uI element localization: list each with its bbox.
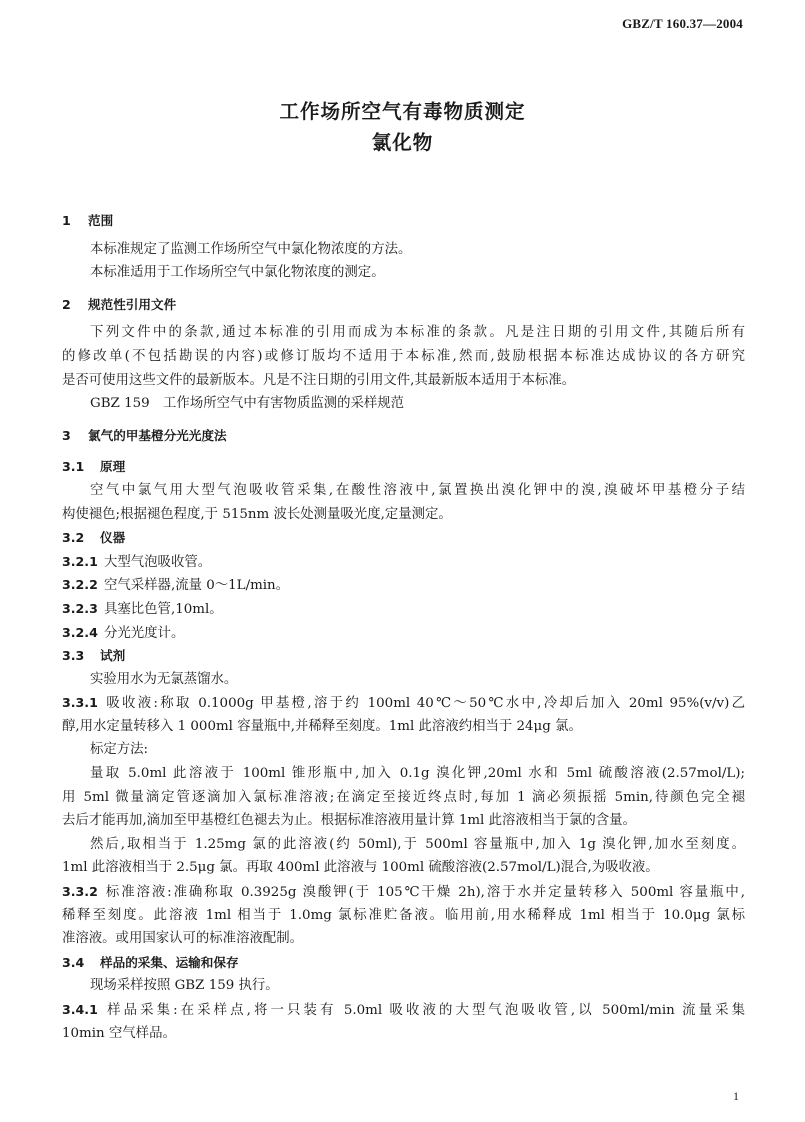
sampling-intro: 现场采样按照 GBZ 159 执行。 bbox=[90, 978, 279, 994]
reagent-item-line: 稀释至刻度。此溶液 1ml 相当于 1.0mg 氯标准贮备液。临用前,用水稀释成 1ml 相当于 10.0μg 氯标 bbox=[62, 907, 745, 923]
section-3-heading: 3 氯气的甲基橙分光光度法 bbox=[62, 427, 227, 443]
section-1-paragraph: 本标准规定了监测工作场所空气中氯化物浓度的方法。 bbox=[90, 241, 412, 257]
page-number: 1 bbox=[733, 1089, 739, 1103]
document-title: 工作场所空气有毒物质测定 bbox=[279, 100, 526, 123]
sampling-item-line: 3.4.1 样品采集:在采样点,将一只装有 5.0ml 吸收液的大型气泡吸收管,以 500ml/min 流量采集 bbox=[62, 1002, 745, 1018]
calibration-method-label: 标定方法: bbox=[90, 742, 149, 758]
instrument-item: 3.2.4 分光光度计。 bbox=[62, 624, 185, 641]
section-1-heading: 1 范围 bbox=[62, 213, 114, 228]
calibration-line: 然后,取相当于 1.25mg 氯的此溶液(约 50ml),于 500ml 容量瓶中,加入 1g 溴化钾,加水至刻度。 bbox=[90, 836, 745, 852]
standard-code: GBZ/T 160.37—2004 bbox=[622, 16, 743, 31]
section-1-paragraph: 本标准适用于工作场所空气中氯化物浓度的测定。 bbox=[90, 265, 385, 281]
document-body bbox=[62, 209, 745, 1045]
section-2-paragraph-line: 下列文件中的条款,通过本标准的引用而成为本标准的条款。凡是注日期的引用文件,其随后所有 bbox=[90, 325, 745, 341]
reagent-item-line: 3.3.2 标准溶液:准确称取 0.3925g 溴酸钾(于 105℃干燥 2h),溶于水并定量转移入 500ml 容量瓶中, bbox=[62, 884, 745, 901]
principle-line: 构使褪色;根据褪色程度,于 515nm 波长处测量吸光度,定量测定。 bbox=[62, 506, 452, 522]
calibration-line: 1ml 此溶液相当于 2.5μg 氯。再取 400ml 此溶液与 100ml 硫酸溶液(2.57mol/L)混合,为吸收液。 bbox=[62, 860, 659, 876]
reagent-item-line: 准溶液。或用国家认可的标准溶液配制。 bbox=[62, 931, 304, 947]
section-3-4-heading: 3.4 样品的采集、运输和保存 bbox=[62, 954, 239, 970]
section-3-1-heading: 3.1 原理 bbox=[62, 459, 126, 475]
normative-reference: GBZ 159 工作场所空气中有害物质监测的采样规范 bbox=[90, 396, 405, 412]
instrument-item: 3.2.3 具塞比色管,10ml。 bbox=[62, 600, 223, 617]
principle-line: 空气中氯气用大型气泡吸收管采集,在酸性溶液中,氯置换出溴化钾中的溴,溴破坏甲基橙分子结 bbox=[90, 482, 745, 498]
section-2-heading: 2 规范性引用文件 bbox=[62, 296, 177, 312]
reagent-intro: 实验用水为无氯蒸馏水。 bbox=[90, 671, 238, 687]
section-3-3-heading: 3.3 试剂 bbox=[62, 648, 126, 664]
document-subtitle: 氯化物 bbox=[371, 131, 434, 154]
reagent-item-line: 醇,用水定量转移入 1 000ml 容量瓶中,并稀释至刻度。1ml 此溶液约相当于 24μg 氯。 bbox=[62, 718, 582, 734]
reagent-item-line: 3.3.1 吸收液:称取 0.1000g 甲基橙,溶于约 100ml 40℃～50℃水中,冷却后加入 20ml 95%(v/v)乙 bbox=[62, 695, 745, 712]
section-2-paragraph-line: 是否可使用这些文件的最新版本。凡是不注日期的引用文件,其最新版本适用于本标准。 bbox=[62, 372, 576, 388]
calibration-line: 量取 5.0ml 此溶液于 100ml 锥形瓶中,加入 0.1g 溴化钾,20ml 水和 5ml 硫酸溶液(2.57mol/L); bbox=[90, 766, 745, 782]
sampling-item-line: 10min 空气样品。 bbox=[62, 1025, 176, 1041]
calibration-line: 去后才能再加,滴加至甲基橙红色褪去为止。根据标准溶液用量计算 1ml 此溶液相当于氯的含量。 bbox=[62, 813, 636, 829]
instrument-item: 3.2.2 空气采样器,流量 0～1L/min。 bbox=[62, 577, 290, 594]
instrument-item: 3.2.1 大型气泡吸收管。 bbox=[62, 553, 212, 570]
section-3-2-heading: 3.2 仪器 bbox=[62, 530, 126, 546]
calibration-line: 用 5ml 微量滴定管逐滴加入氯标准溶液;在滴定至接近终点时,每加 1 滴必须振摇 5min,待颜色完全褪 bbox=[62, 789, 745, 805]
section-2-paragraph-line: 的修改单(不包括勘误的内容)或修订版均不适用于本标准,然而,鼓励根据本标准达成协议的各方研究 bbox=[62, 348, 745, 364]
